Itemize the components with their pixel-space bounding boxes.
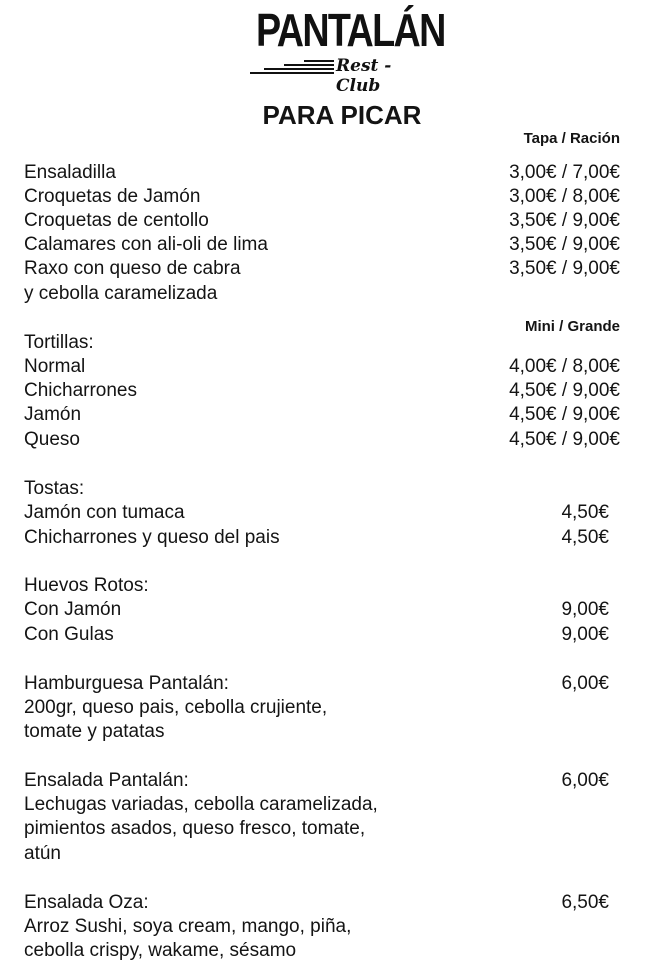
menu-item-description: Lechugas variadas, cebolla caramelizada, [24,794,378,815]
menu-item-name: Normal [24,356,86,377]
menu-item-description: pimientos asados, queso fresco, tomate, [24,818,366,839]
menu-item-name: Con Jamón [24,599,122,620]
menu-item-price: 6,00€ [561,673,609,694]
menu-item-name-continued: y cebolla caramelizada [24,283,218,304]
menu-item-price: 6,50€ [561,892,609,913]
menu-item-description: tomate y patatas [24,721,165,742]
menu-item-price: 4,50€ / 9,00€ [509,380,620,401]
menu-item-price: 4,50€ / 9,00€ [509,429,620,450]
menu-item-name: Hamburguesa Pantalán: [24,673,229,694]
menu-item-price: 6,00€ [561,770,609,791]
menu-category-heading: Tortillas: [24,332,94,353]
menu-item-name: Queso [24,429,80,450]
menu-item-price: 4,50€ / 9,00€ [509,404,620,425]
menu-item-name: Con Gulas [24,624,114,645]
menu-item-name: Jamón con tumaca [24,502,185,523]
menu-item-description: 200gr, queso pais, cebolla crujiente, [24,697,328,718]
menu-item-name: Raxo con queso de cabra [24,258,241,279]
menu-item-description: Arroz Sushi, soya cream, mango, piña, [24,916,352,937]
menu-item-price: 3,00€ / 7,00€ [509,162,620,183]
menu-item-price: 3,00€ / 8,00€ [509,186,620,207]
menu-item-description: cebolla crispy, wakame, sésamo [24,940,297,961]
menu-item-description: atún [24,843,61,864]
restaurant-logo [250,4,445,96]
menu-item-name: Chicharrones [24,380,137,401]
menu-item-name: Calamares con ali-oli de lima [24,234,268,255]
menu-item-price: 3,50€ / 9,00€ [509,210,620,231]
menu-item-name: Chicharrones y queso del pais [24,527,280,548]
menu-item-price: 3,50€ / 9,00€ [509,258,620,279]
menu-item-price: 3,50€ / 9,00€ [509,234,620,255]
menu-item-name: Ensalada Pantalán: [24,770,189,791]
section-title: PARA PICAR [262,100,422,130]
menu-item-name: Ensaladilla [24,162,116,183]
menu-item-price: 4,50€ [561,527,609,548]
menu-item-name: Croquetas de centollo [24,210,209,231]
menu-item-name: Croquetas de Jamón [24,186,201,207]
logo-subtitle: Rest - Club [336,56,392,96]
menu-category-heading: Tostas: [24,478,85,499]
menu-item-price: 9,00€ [561,624,609,645]
menu-item-price: 4,50€ [561,502,609,523]
menu-item-price: 4,00€ / 8,00€ [509,356,620,377]
menu-item-name: Jamón [24,404,82,425]
menu-category-heading: Huevos Rotos: [24,575,149,596]
logo-name: PANTALÁN [256,4,445,56]
column-header-mini-grande: Mini / Grande [524,318,620,335]
menu-item-name: Ensalada Oza: [24,892,149,913]
menu-item-price: 9,00€ [561,599,609,620]
logo-stripes [250,60,334,74]
column-header-tapa-racion: Tapa / Ración [523,130,620,147]
